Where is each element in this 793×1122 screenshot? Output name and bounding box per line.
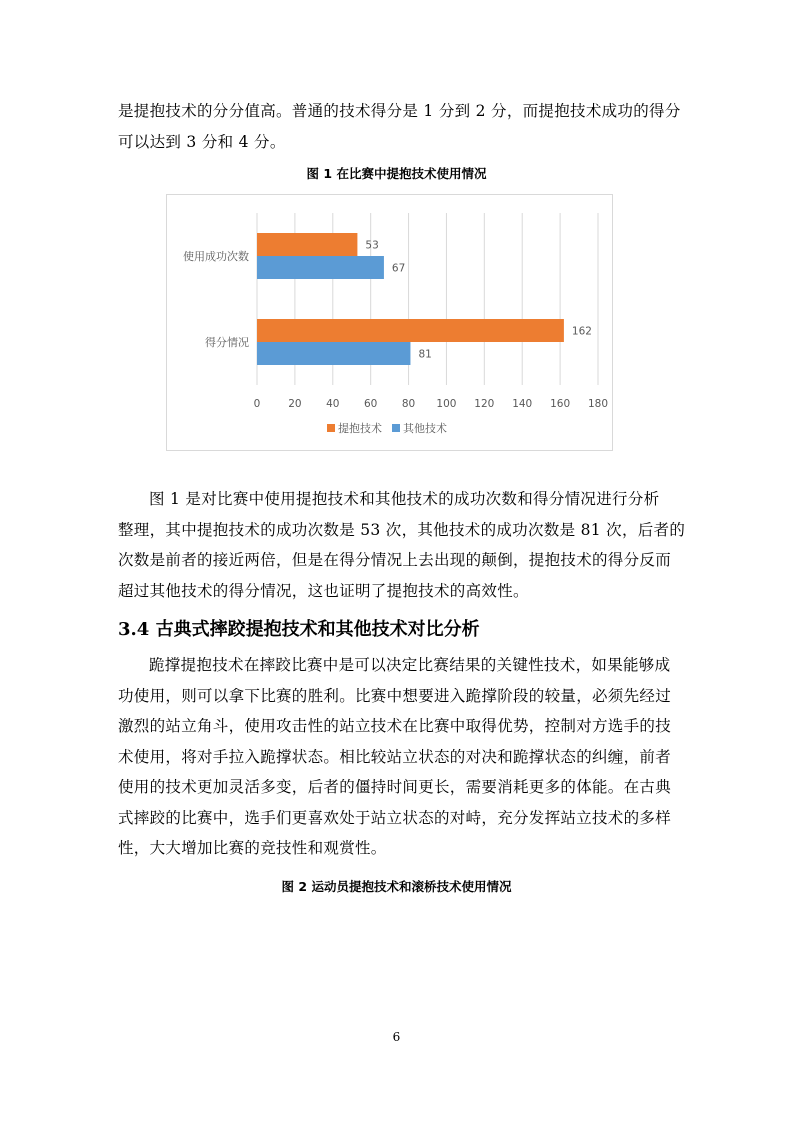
bar [257,319,564,342]
text-line: 式摔跤的比赛中，选手们更喜欢处于站立状态的对峙，充分发挥站立技术的多样 [118,808,672,827]
x-tick-label: 20 [288,398,302,410]
legend-swatch [392,424,400,432]
text-line: 次数是前者的接近两倍，但是在得分情况上去出现的颠倒，提抱技术的得分反而 [118,551,672,569]
text-line: 激烈的站立角斗，使用攻击性的站立技术在比赛中取得优势，控制对方选手的技 [118,717,672,735]
x-tick-label: 180 [587,398,609,410]
category-label: 使用成功次数 [183,250,249,263]
data-label: 81 [418,348,432,361]
comparison-paragraph [118,650,678,864]
page-number: 6 [392,1030,401,1044]
x-tick-label: 0 [253,398,261,410]
legend-label: 其他技术 [403,422,447,435]
text-line: 整理，其中提抱技术的成功次数是 53 次，其他技术的成功次数是 81 次，后者的 [118,520,686,539]
text-line: 性，大大增加比赛的竞技性和观赏性。 [118,839,387,857]
x-tick-label: 60 [363,398,378,410]
x-tick-label: 40 [326,398,340,410]
bar [257,342,410,365]
data-label: 53 [365,239,379,252]
legend-label: 提抱技术 [338,422,382,435]
x-tick-label: 100 [436,398,457,410]
analysis-paragraph [118,484,686,606]
data-label: 67 [391,262,406,275]
bar [257,256,384,279]
bar-chart-svg [167,195,614,452]
intro-paragraph [118,96,681,157]
text-line: 超过其他技术的得分情况，这也证明了提抱技术的高效性。 [118,581,529,600]
bar [257,233,357,256]
text-line: 术使用，将对手拉入跪撑状态。相比较站立状态的对决和跪撑状态的纠缠，前者 [118,747,672,766]
text-line: 跪撑提抱技术在摔跤比赛中是可以决定比赛结果的关键性技术，如果能够成 [149,656,671,674]
figure-1-caption: 图 1 在比赛中提抱技术使用情况 [306,166,487,181]
text-line: 图 1 是对比赛中使用提抱技术和其他技术的成功次数和得分情况进行分析 [149,490,660,508]
legend-swatch [327,424,335,432]
text-line: 功使用，则可以拿下比赛的胜利。比赛中想要进入跪撑阶段的较量，必须先经过 [118,686,672,705]
category-label: 得分情况 [205,336,249,349]
x-tick-label: 120 [474,398,495,410]
x-tick-label: 160 [550,398,571,410]
section-heading: 3.4 古典式摔跤提抱技术和其他技术对比分析 [118,619,480,640]
text-line: 是提抱技术的分分值高。普通的技术得分是 1 分到 2 分，而提抱技术成功的得分 [118,102,681,120]
data-label: 162 [571,325,592,338]
text-line: 使用的技术更加灵活多变，后者的僵持时间更长，需要消耗更多的体能。在古典 [118,778,672,796]
text-line: 可以达到 3 分和 4 分。 [118,132,286,151]
x-tick-label: 140 [512,398,533,410]
figure-1-chart [166,194,613,451]
x-tick-label: 80 [401,398,416,410]
figure-2-caption: 图 2 运动员提抱技术和滚桥技术使用情况 [281,879,512,894]
